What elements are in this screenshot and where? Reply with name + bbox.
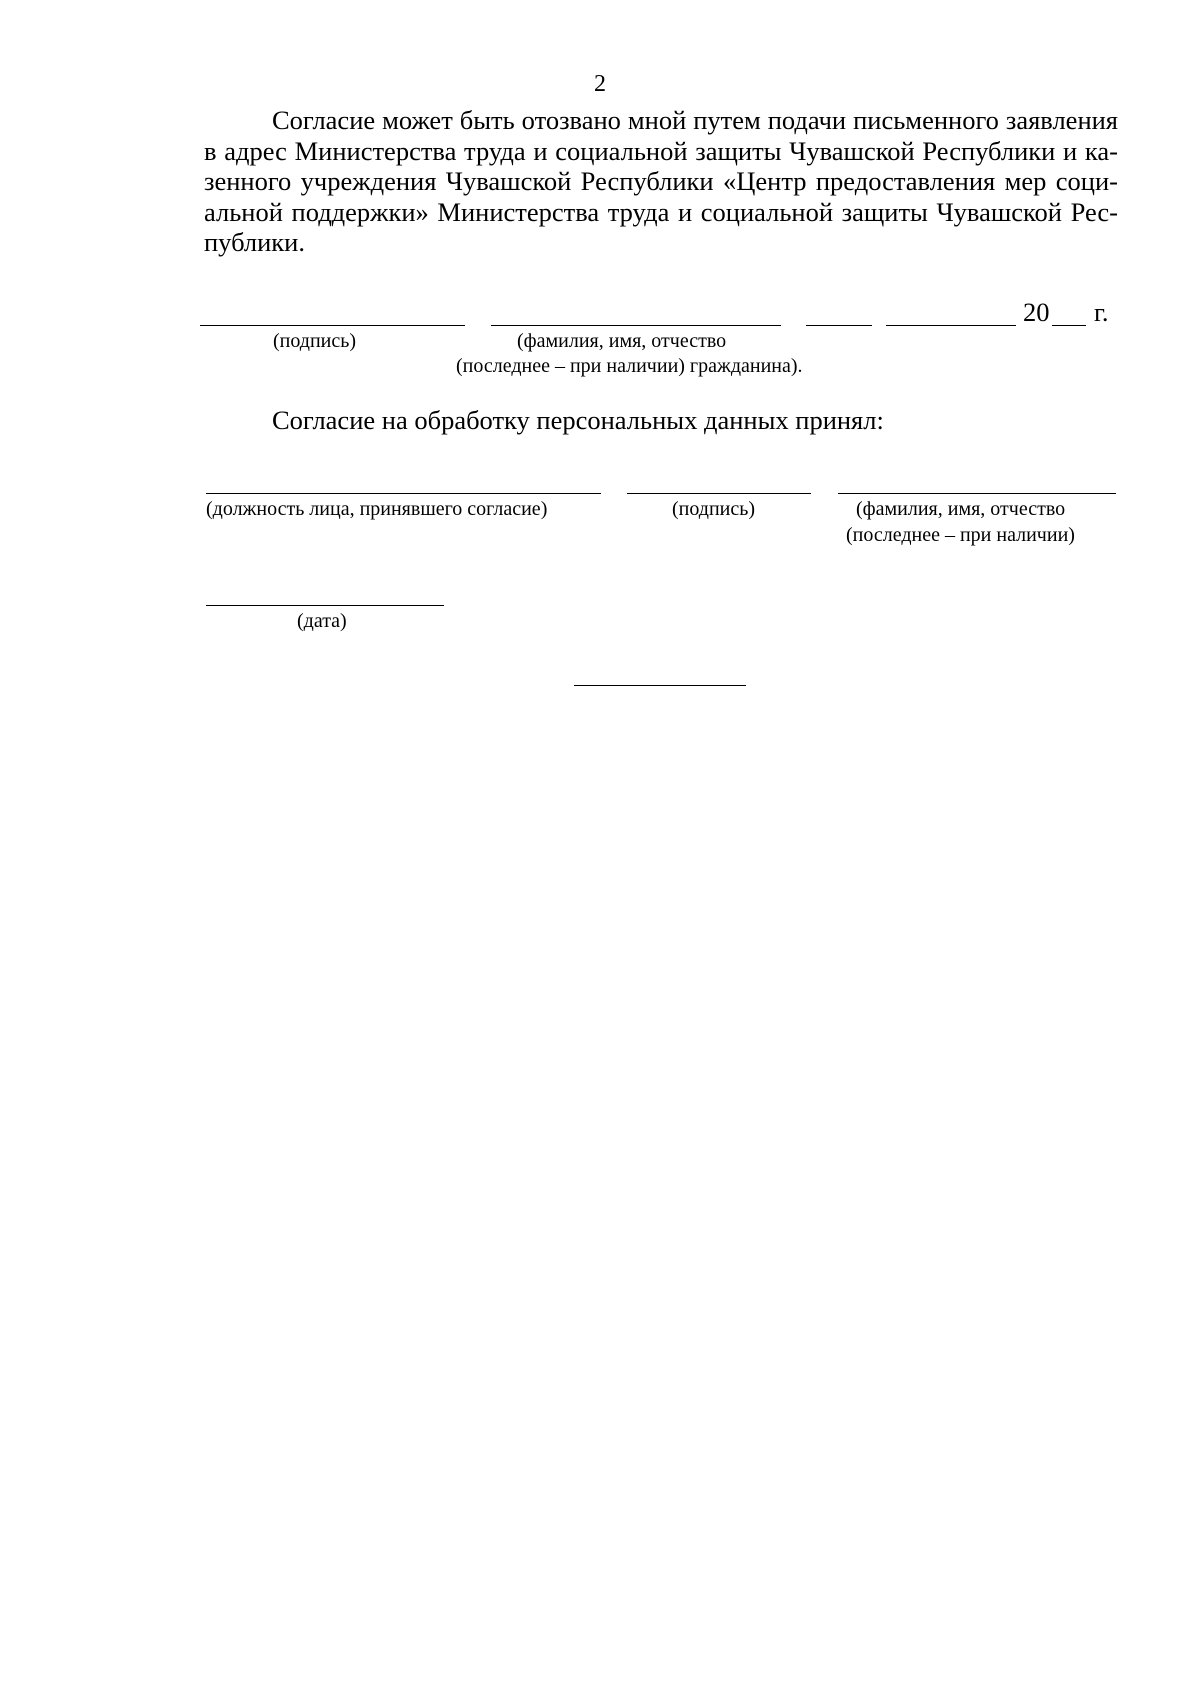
date-day-line (806, 325, 872, 326)
document-end-separator (574, 685, 746, 686)
consent-revocation-paragraph: Согласие может быть отозвано мной путем подачи письменного заявления в адрес Министерства труда и социальной защиты Чувашской Республики и казенного учреждения Чувашской Республики «Центр предоставления мер социальной поддержки» Министерства труда и социальной защиты Чувашской Республики. (204, 105, 1118, 257)
acceptance-heading: Согласие на обработку персональных данных принял: (272, 405, 884, 435)
date-month-line (886, 325, 1016, 326)
citizen-name-caption-line2: (последнее – при наличии) гражданина). (456, 355, 803, 377)
official-position-caption: (должность лица, принявшего согласие) (206, 498, 548, 520)
citizen-name-line (491, 325, 781, 326)
acceptance-date-line (206, 605, 444, 606)
official-position-line (206, 493, 601, 494)
acceptance-date-caption: (дата) (297, 610, 347, 632)
citizen-signature-line (200, 325, 465, 326)
date-year-prefix: 20 (1023, 297, 1050, 327)
date-year-suffix: г. (1094, 297, 1109, 327)
citizen-signature-caption: (подпись) (273, 330, 357, 352)
official-name-caption-line1: (фамилия, имя, отчество (856, 498, 1066, 520)
official-signature-line (627, 493, 811, 494)
citizen-name-caption-line1: (фамилия, имя, отчество (517, 330, 727, 352)
date-year-line (1052, 325, 1086, 326)
official-signature-caption: (подпись) (672, 498, 756, 520)
official-name-line (838, 493, 1116, 494)
official-name-caption-line2: (последнее – при наличии) (846, 524, 1075, 546)
page-number: 2 (594, 71, 606, 97)
